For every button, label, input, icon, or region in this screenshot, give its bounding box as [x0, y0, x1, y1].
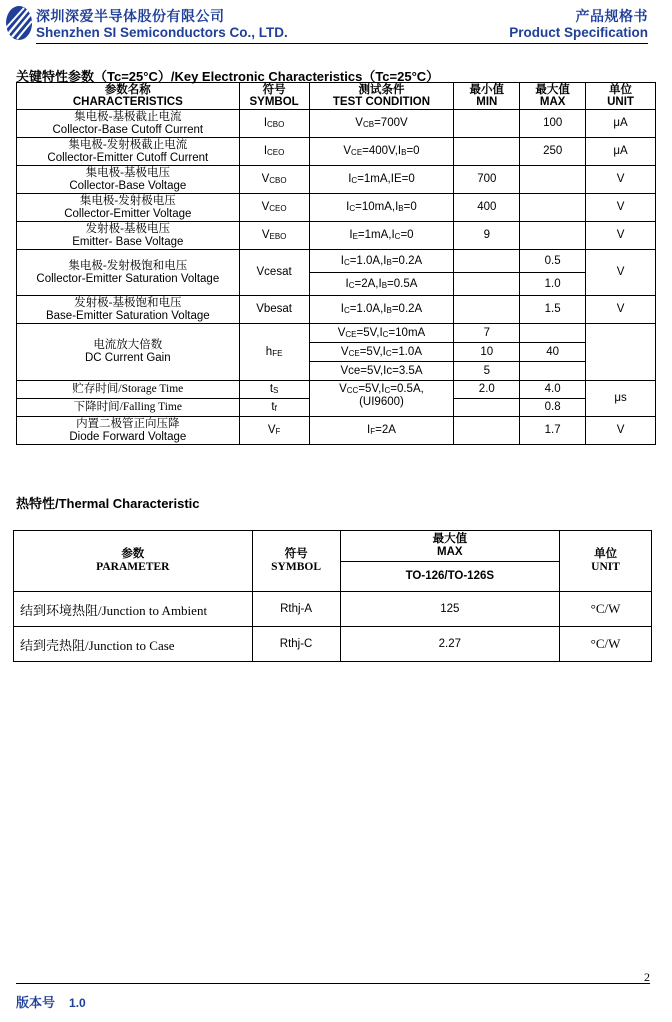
- table-row: [17, 250, 656, 273]
- vf-name-cn: 内置二极管正向压降: [76, 417, 180, 430]
- header-min-en: MIN: [476, 96, 498, 108]
- thermal-param-en: PARAMETER: [96, 561, 170, 573]
- row-unit: V: [586, 166, 656, 194]
- vbesat-symbol: Vbesat: [239, 296, 309, 324]
- table-row: [17, 194, 656, 222]
- thermal-header-unit: [560, 531, 652, 592]
- ts-condition-1: $V_{CC}=5V,I_C=0.5A$,: [339, 383, 424, 395]
- header-min: [454, 83, 520, 110]
- row-condition: $I_E=1mA,I_C=0$: [309, 222, 454, 250]
- thermal-row-symbol: Rthj-A: [252, 592, 340, 627]
- vf-name-en: Diode Forward Voltage: [69, 430, 187, 443]
- vcesat-name-en: Collector-Emitter Saturation Voltage: [36, 272, 220, 285]
- row-name-cn: 集电极-发射极截止电流: [68, 138, 188, 151]
- vcesat-unit: V: [586, 250, 656, 296]
- header-divider: [36, 43, 648, 44]
- row-name-en: Collector-Base Voltage: [69, 179, 187, 192]
- thermal-row-max: 125: [340, 592, 560, 627]
- company-logo-icon: [4, 4, 34, 42]
- row-min: 400: [454, 194, 520, 222]
- vcesat-symbol: Vcesat: [239, 250, 309, 296]
- header-symbol: [239, 83, 309, 110]
- page-number: 2: [644, 970, 650, 984]
- vf-unit: V: [586, 417, 656, 445]
- thermal-header-max: [340, 531, 560, 562]
- hfe-name-en: DC Current Gain: [85, 352, 171, 364]
- row-max: [520, 194, 586, 222]
- row-name: [17, 166, 240, 194]
- hfe-symbol: $h_{FE}$: [239, 324, 309, 381]
- header-char-cn: 参数名称: [104, 84, 151, 96]
- footer-divider: [16, 983, 650, 984]
- company-name-cn: 深圳深爱半导体股份有限公司: [36, 10, 225, 25]
- thermal-row-max: 2.27: [340, 627, 560, 662]
- hfe-max-2: 40: [520, 343, 586, 362]
- key-characteristics-title: 关键特性参数（Tc=25°C）/Key Electronic Characteristics（Tc=25°C）: [16, 69, 440, 84]
- table-row: [17, 381, 656, 399]
- thermal-package: TO-126/TO-126S: [340, 562, 560, 592]
- header-unit-cn: 单位: [609, 84, 633, 96]
- thermal-header-parameter: [14, 531, 253, 592]
- version-label: [16, 992, 86, 1011]
- row-name-en: Collector-Emitter Cutoff Current: [47, 151, 209, 164]
- row-condition: $V_{CB}=700V$: [309, 110, 454, 138]
- hfe-name-cn: 电流放大倍数: [93, 339, 163, 351]
- ts-min: 2.0: [454, 381, 520, 399]
- row-name-cn: 集电极-基极截止电流: [74, 110, 182, 123]
- ts-tf-unit: μs: [586, 381, 656, 417]
- vcesat-condition-2: $I_C=2A,I_B=0.5A$: [309, 273, 454, 296]
- hfe-condition-1: $V_{CE}=5V,I_C=10mA$: [309, 324, 454, 343]
- vbesat-name-en: Base-Emitter Saturation Voltage: [45, 309, 210, 322]
- header-sym-en: SYMBOL: [249, 96, 299, 108]
- thermal-row-unit: °C/W: [560, 627, 652, 662]
- vcesat-max-1: 0.5: [520, 250, 586, 273]
- row-symbol: $I_{CBO}$: [239, 110, 309, 138]
- thermal-row-symbol: Rthj-C: [252, 627, 340, 662]
- row-min: 9: [454, 222, 520, 250]
- hfe-condition-3: Vce=5V,Ic=3.5A: [309, 362, 454, 381]
- header-condition: [309, 83, 454, 110]
- row-symbol: $V_{CEO}$: [239, 194, 309, 222]
- table-row: [17, 222, 656, 250]
- row-unit: V: [586, 222, 656, 250]
- tf-min: [454, 399, 520, 417]
- row-name-cn: 集电极-发射极电压: [79, 194, 176, 207]
- ts-symbol: $t_S$: [239, 381, 309, 399]
- row-name-en: Collector-Emitter Voltage: [64, 207, 192, 220]
- row-min: [454, 138, 520, 166]
- tf-max: 0.8: [520, 399, 586, 417]
- tf-symbol: $t_f$: [239, 399, 309, 417]
- row-symbol: $I_{CEO}$: [239, 138, 309, 166]
- row-symbol: $V_{CBO}$: [239, 166, 309, 194]
- vcesat-max-2: 1.0: [520, 273, 586, 296]
- doc-type-cn: 产品规格书: [575, 10, 648, 25]
- row-name: [17, 194, 240, 222]
- vcesat-condition-1: $I_C=1.0A,I_B=0.2A$: [309, 250, 454, 273]
- vf-symbol: $V_F$: [239, 417, 309, 445]
- row-name-en: Collector-Base Cutoff Current: [52, 123, 204, 136]
- row-unit: V: [586, 194, 656, 222]
- row-min: [454, 110, 520, 138]
- table-row: [14, 627, 652, 662]
- row-max: [520, 166, 586, 194]
- hfe-min-3: 5: [454, 362, 520, 381]
- row-name-en: Emitter- Base Voltage: [72, 235, 184, 248]
- table-row: [14, 592, 652, 627]
- thermal-row-param: 结到环境热阻/Junction to Ambient: [14, 592, 253, 627]
- vbesat-max: 1.5: [520, 296, 586, 324]
- vf-max: 1.7: [520, 417, 586, 445]
- vbesat-condition: $I_C=1.0A,I_B=0.2A$: [309, 296, 454, 324]
- row-min: 700: [454, 166, 520, 194]
- vbesat-min: [454, 296, 520, 324]
- vcesat-name-cn: 集电极-发射极饱和电压: [68, 259, 188, 272]
- table-row: [17, 138, 656, 166]
- table-row: [17, 296, 656, 324]
- row-unit: μA: [586, 110, 656, 138]
- company-name-en: Shenzhen SI Semiconductors Co., LTD.: [36, 25, 288, 40]
- table-header-row: [17, 83, 656, 110]
- vf-min: [454, 417, 520, 445]
- vbesat-unit: V: [586, 296, 656, 324]
- key-characteristics-table: [16, 82, 656, 445]
- thermal-row-param: 结到壳热阻/Junction to Case: [14, 627, 253, 662]
- vbesat-name-cn: 发射极-基极饱和电压: [74, 296, 182, 309]
- row-name-cn: 集电极-基极电压: [85, 166, 170, 179]
- hfe-max-3: [520, 362, 586, 381]
- hfe-max-1: [520, 324, 586, 343]
- header-char-en: CHARACTERISTICS: [72, 96, 183, 108]
- doc-type-en: Product Specification: [509, 25, 648, 40]
- row-name: [17, 110, 240, 138]
- row-name: [17, 138, 240, 166]
- row-condition: $V_{CE}=400V,I_B=0$: [309, 138, 454, 166]
- row-condition: $I_C=10mA,I_B=0$: [309, 194, 454, 222]
- row-name-cn: 发射极-基极电压: [85, 222, 170, 235]
- thermal-header-symbol: [252, 531, 340, 592]
- vcesat-min-2: [454, 273, 520, 296]
- row-condition: $I_C=1mA,IE=0$: [309, 166, 454, 194]
- thermal-title: 热特性/Thermal Characteristic: [16, 496, 200, 511]
- header-cond-en: TEST CONDITION: [332, 96, 431, 108]
- row-max: 100: [520, 110, 586, 138]
- version-label-text: 版本号: [16, 995, 56, 1010]
- hfe-unit: [586, 324, 656, 381]
- header-sym-cn: 符号: [262, 84, 286, 96]
- row-name: [17, 222, 240, 250]
- hfe-min-2: 10: [454, 343, 520, 362]
- header-max-cn: 最大值: [535, 84, 570, 96]
- thermal-param-cn: 参数: [121, 548, 145, 560]
- thermal-max-cn: 最大值: [432, 533, 468, 545]
- header-min-cn: 最小值: [469, 84, 505, 96]
- thermal-sym-en: SYMBOL: [271, 561, 321, 573]
- thermal-header-row: [14, 531, 652, 562]
- hfe-condition-2: $V_{CE}=5V,I_C=1.0A$: [309, 343, 454, 362]
- table-row: [17, 110, 656, 138]
- tf-name: 下降时间/Falling Time: [17, 399, 240, 417]
- thermal-max-en: MAX: [437, 546, 463, 558]
- row-max: 250: [520, 138, 586, 166]
- header-characteristics: [17, 83, 240, 110]
- thermal-unit-cn: 单位: [594, 548, 618, 560]
- row-unit: μA: [586, 138, 656, 166]
- header-cond-cn: 测试条件: [358, 84, 405, 96]
- header-unit-en: UNIT: [607, 96, 634, 108]
- thermal-sym-cn: 符号: [284, 548, 308, 560]
- vcesat-min-1: [454, 250, 520, 273]
- row-symbol: $V_{EBO}$: [239, 222, 309, 250]
- hfe-min-1: 7: [454, 324, 520, 343]
- header-unit: [586, 83, 656, 110]
- table-row: [17, 324, 656, 343]
- table-row: [17, 166, 656, 194]
- thermal-unit-en: UNIT: [591, 561, 620, 573]
- table-row: [17, 417, 656, 445]
- thermal-table: [13, 530, 652, 662]
- ts-tf-condition: [309, 381, 454, 417]
- ts-max: 4.0: [520, 381, 586, 399]
- vf-condition: $I_F=2A$: [309, 417, 454, 445]
- ts-name: 贮存时间/Storage Time: [17, 381, 240, 399]
- row-max: [520, 222, 586, 250]
- ts-condition-2: (UI9600): [359, 396, 404, 408]
- thermal-row-unit: °C/W: [560, 592, 652, 627]
- version-number: 1.0: [69, 996, 86, 1010]
- header-max: [520, 83, 586, 110]
- header-max-en: MAX: [539, 96, 566, 108]
